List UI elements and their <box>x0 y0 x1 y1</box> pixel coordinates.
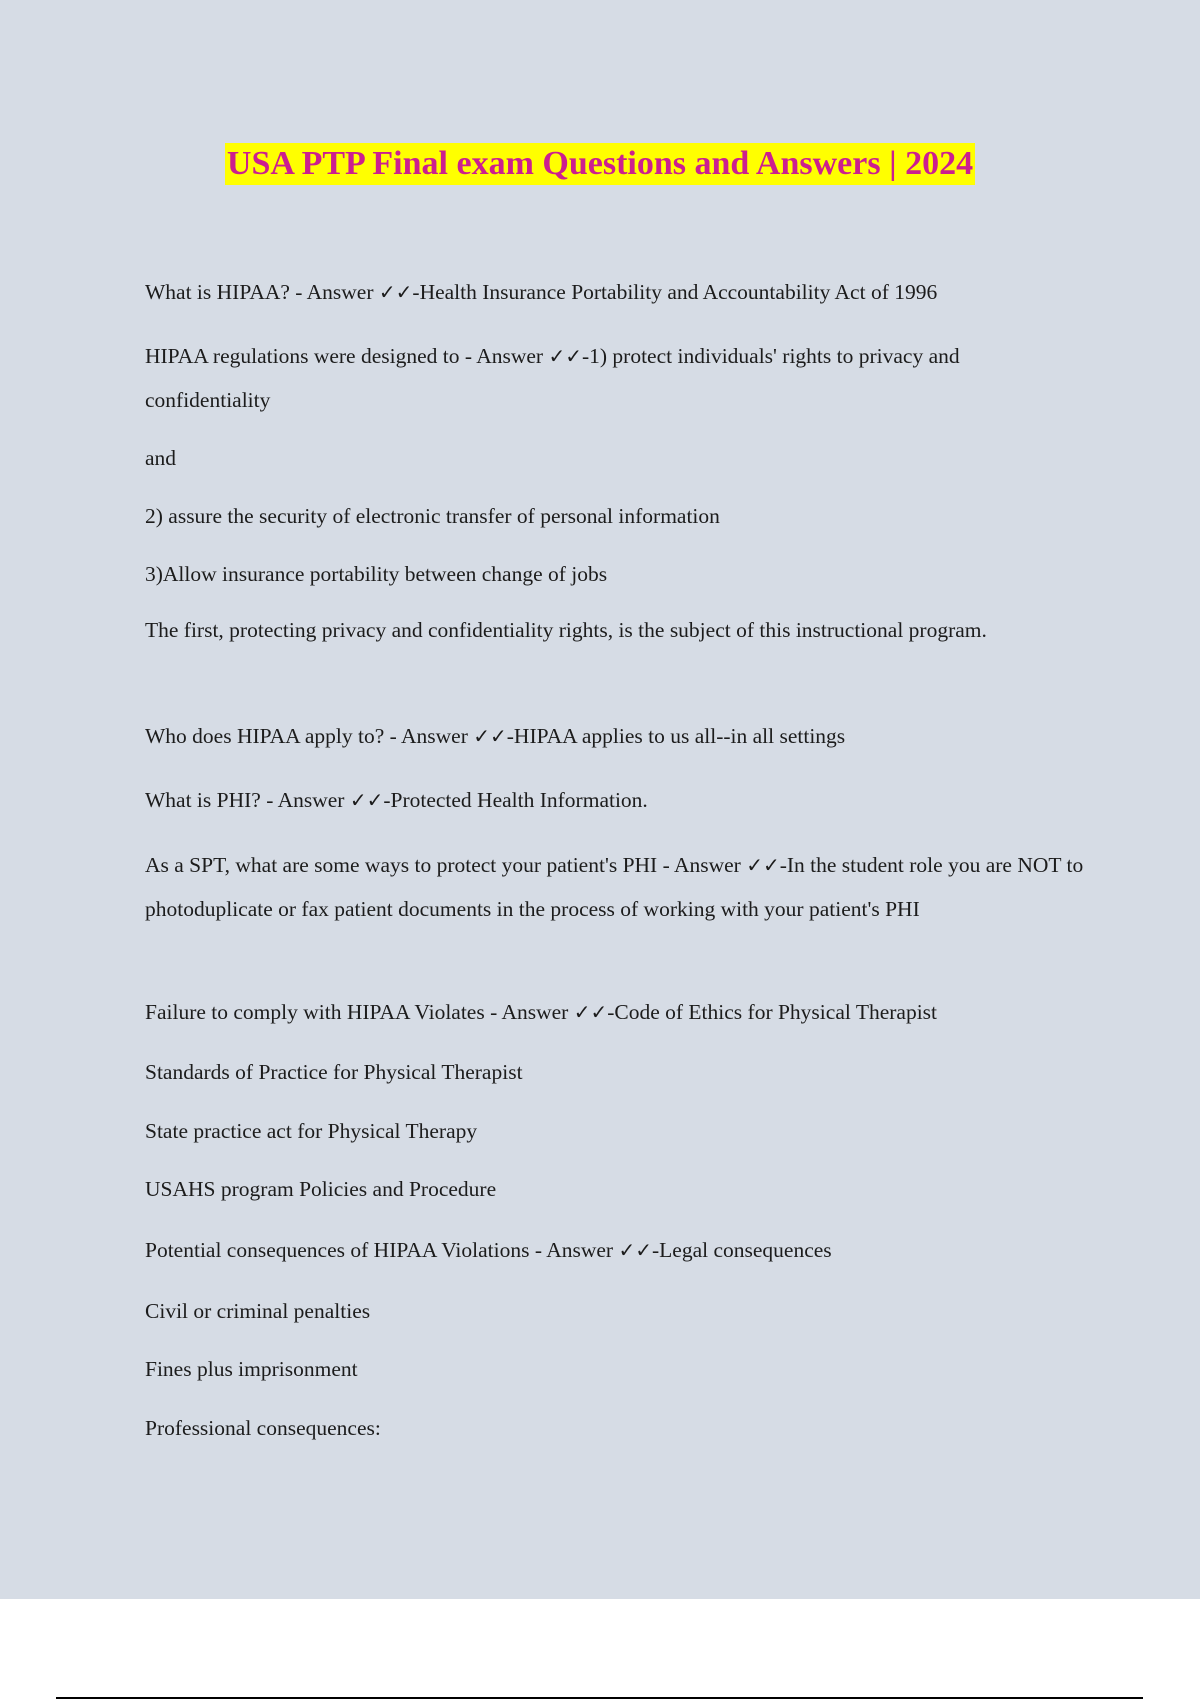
qa-item-consequences <box>145 1228 1085 1272</box>
qa-item-hipaa-regulations <box>145 334 1085 422</box>
qa-item-phi <box>145 778 1085 822</box>
qa-item-protect-phi <box>145 843 1085 931</box>
double-check-icon: ✓✓ <box>573 1000 608 1024</box>
answer-label: Answer <box>673 853 741 877</box>
answer-continuation: State practice act for Physical Therapy <box>145 1119 478 1143</box>
answer-text: -Code of Ethics for Physical Therapist <box>607 1000 938 1024</box>
question-text: What is HIPAA? - <box>145 280 307 304</box>
question-text: Potential consequences of HIPAA Violations - <box>145 1238 547 1262</box>
question-text: What is PHI? - <box>145 788 278 812</box>
answer-label: Answer <box>277 788 345 812</box>
double-check-icon: ✓✓ <box>473 724 507 748</box>
answer-continuation: Civil or criminal penalties <box>145 1299 371 1323</box>
double-check-icon: ✓✓ <box>548 344 582 368</box>
question-text: As a SPT, what are some ways to protect your patient's PHI - <box>145 853 674 877</box>
answer-label: Answer <box>546 1238 614 1262</box>
answer-continuation: The first, protecting privacy and confidentiality rights, is the subject of this instructional program. <box>145 618 987 642</box>
answer-continuation: Standards of Practice for Physical Therapist <box>145 1060 523 1084</box>
answer-continuation: 2) assure the security of electronic transfer of personal information <box>145 504 720 528</box>
title-wrap <box>0 143 1200 185</box>
answer-continuation: Professional consequences: <box>145 1416 381 1440</box>
double-check-icon: ✓✓ <box>349 788 384 812</box>
answer-label: Answer <box>401 724 468 748</box>
answer-continuation: USAHS program Policies and Procedure <box>145 1177 497 1201</box>
answer-continuation: Fines plus imprisonment <box>145 1357 358 1381</box>
qa-item-hipaa-applies <box>145 714 1085 758</box>
double-check-icon: ✓✓ <box>746 853 780 877</box>
question-text: HIPAA regulations were designed to - <box>145 344 477 368</box>
question-text: Failure to comply with HIPAA Violates - <box>145 1000 502 1024</box>
double-check-icon: ✓✓ <box>378 280 413 304</box>
qa-item-hipaa <box>145 270 1085 314</box>
answer-continuation: and <box>145 446 177 470</box>
double-check-icon: ✓✓ <box>618 1238 652 1262</box>
qa-item-failure-to-comply <box>145 990 1085 1034</box>
answer-text: -1) protect individuals' rights to privacy and confidentiality <box>145 344 960 412</box>
answer-text: -Legal consequences <box>651 1238 832 1262</box>
answer-text: -In the student role you are NOT to photoduplicate or fax patient documents in the process of working with your patient's PHI <box>145 853 1084 921</box>
answer-label: Answer <box>476 344 544 368</box>
answer-text: -HIPAA applies to us all--in all settings <box>506 724 846 748</box>
answer-text: -Health Insurance Portability and Accountability Act of 1996 <box>412 280 938 304</box>
answer-continuation: 3)Allow insurance portability between change of jobs <box>145 562 608 586</box>
answer-label: Answer <box>501 1000 569 1024</box>
footer-divider <box>56 1697 1143 1699</box>
document-title: USA PTP Final exam Questions and Answers | 2024 <box>225 143 975 185</box>
answer-text: -Protected Health Information. <box>383 788 648 812</box>
question-text: Who does HIPAA apply to? - <box>145 724 401 748</box>
answer-label: Answer <box>306 280 374 304</box>
